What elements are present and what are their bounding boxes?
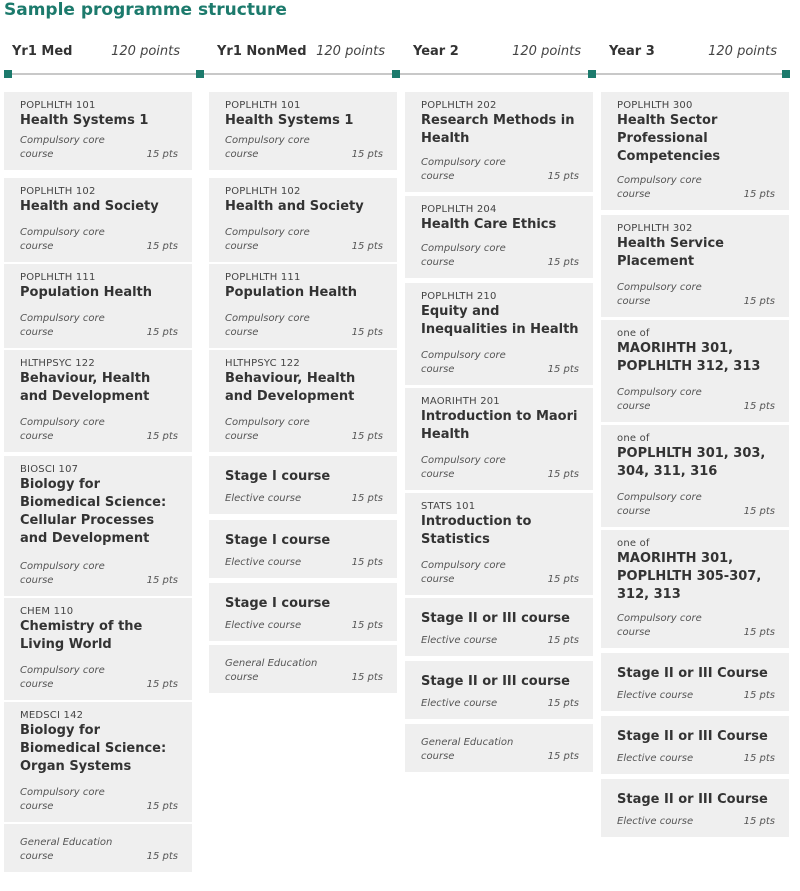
course-code: CHEM 110 [20, 606, 74, 617]
course-points: 15 pts [351, 620, 383, 631]
course-points: 15 pts [146, 149, 178, 160]
course-points: 15 pts [146, 327, 178, 338]
course-code: POPLHLTH 101 [225, 100, 301, 111]
course-points: 15 pts [743, 401, 775, 412]
course-points: 15 pts [146, 575, 178, 586]
timeline-marker [196, 70, 204, 78]
course-type: Elective course [617, 690, 694, 701]
column-header [4, 38, 184, 66]
course-points: 15 pts [547, 364, 579, 375]
course-code: HLTHPSYC 122 [20, 358, 95, 369]
course-type: Compulsory core course [421, 455, 506, 480]
course-type: Compulsory core course [20, 561, 105, 586]
course-code: one of [617, 538, 650, 549]
course-footer [225, 312, 383, 340]
course-card [601, 530, 789, 648]
course-type: Compulsory core course [225, 135, 310, 160]
timeline-marker [392, 70, 400, 78]
course-card [209, 350, 397, 452]
course-code: one of [617, 328, 650, 339]
course-card [405, 493, 593, 595]
course-footer [421, 634, 579, 648]
course-title: Health and Society [20, 199, 159, 214]
course-type: General Education course [421, 737, 514, 762]
course-footer [225, 226, 383, 254]
course-title: POPLHLTH 301, 303, 304, 311, 316 [617, 446, 766, 479]
course-footer [20, 416, 178, 444]
course-title: MAORIHTH 301, POPLHLTH 305-307, 312, 313 [617, 551, 762, 602]
course-type: Compulsory core course [421, 243, 506, 268]
course-card [4, 264, 192, 348]
course-type: Compulsory core course [421, 350, 506, 375]
course-title: Biology for Biomedical Science: Organ Systems [20, 723, 167, 774]
course-footer [617, 752, 775, 766]
course-code: POPLHLTH 102 [20, 186, 96, 197]
course-points: 15 pts [743, 506, 775, 517]
course-type: Compulsory core course [617, 387, 702, 412]
course-code: STATS 101 [421, 501, 476, 512]
timeline [4, 70, 790, 78]
course-title: Stage II or III course [421, 611, 570, 626]
course-type: General Education course [225, 658, 318, 683]
column-header [209, 38, 389, 66]
course-title: Biology for Biomedical Science: Cellular Processes and Development [20, 477, 167, 546]
course-footer [617, 386, 775, 414]
course-footer [421, 454, 579, 482]
course-card [209, 520, 397, 578]
course-points: 15 pts [547, 751, 579, 762]
column-label: Year 2 [413, 44, 459, 59]
column-points: 120 points [708, 44, 777, 59]
column-label: Yr1 NonMed [217, 44, 307, 59]
course-footer [421, 736, 579, 764]
course-card [209, 92, 397, 170]
course-card [4, 702, 192, 822]
course-title: Introduction to Maori Health [421, 409, 578, 442]
course-title: Stage II or III course [421, 674, 570, 689]
course-title: Research Methods in Health [421, 113, 575, 146]
course-points: 15 pts [547, 635, 579, 646]
course-points: 15 pts [547, 257, 579, 268]
course-code: POPLHLTH 102 [225, 186, 301, 197]
course-code: one of [617, 433, 650, 444]
course-points: 15 pts [146, 679, 178, 690]
course-points: 15 pts [743, 816, 775, 827]
course-card [4, 92, 192, 170]
course-code: POPLHLTH 101 [20, 100, 96, 111]
column-points: 120 points [111, 44, 180, 59]
course-points: 15 pts [743, 627, 775, 638]
course-points: 15 pts [743, 690, 775, 701]
course-points: 15 pts [351, 493, 383, 504]
course-code: POPLHLTH 204 [421, 204, 497, 215]
course-points: 15 pts [351, 672, 383, 683]
course-footer [20, 312, 178, 340]
course-title: Health and Society [225, 199, 364, 214]
course-title: Behaviour, Health and Development [20, 371, 151, 404]
course-footer [617, 689, 775, 703]
course-footer [20, 226, 178, 254]
course-footer [20, 134, 178, 162]
course-type: Compulsory core course [20, 787, 105, 812]
course-code: POPLHLTH 210 [421, 291, 497, 302]
course-code: POPLHLTH 300 [617, 100, 693, 111]
course-card [4, 178, 192, 262]
course-code: MEDSCI 142 [20, 710, 84, 721]
course-type: Compulsory core course [225, 227, 310, 252]
course-code: POPLHLTH 111 [20, 272, 96, 283]
course-card [601, 215, 789, 317]
course-type: Compulsory core course [617, 613, 702, 638]
course-footer [225, 556, 383, 570]
course-card [405, 724, 593, 772]
course-card [209, 645, 397, 693]
column-label: Year 3 [609, 44, 655, 59]
course-points: 15 pts [146, 801, 178, 812]
course-footer [617, 281, 775, 309]
course-footer [421, 156, 579, 184]
column-points: 120 points [512, 44, 581, 59]
course-type: Compulsory core course [20, 135, 105, 160]
course-points: 15 pts [351, 241, 383, 252]
course-card [405, 598, 593, 656]
course-type: Compulsory core course [225, 313, 310, 338]
course-type: Compulsory core course [225, 417, 310, 442]
course-code: BIOSCI 107 [20, 464, 79, 475]
course-points: 15 pts [547, 469, 579, 480]
course-title: Stage I course [225, 596, 331, 611]
timeline-marker [4, 70, 12, 78]
course-title: Introduction to Statistics [421, 514, 532, 547]
course-type: Compulsory core course [421, 157, 506, 182]
course-footer [617, 612, 775, 640]
timeline-marker [782, 70, 790, 78]
course-footer [225, 416, 383, 444]
course-type: Elective course [617, 816, 694, 827]
course-title: Chemistry of the Living World [20, 619, 143, 652]
course-card [601, 716, 789, 774]
course-card [209, 583, 397, 641]
course-title: Health Service Placement [617, 236, 724, 269]
course-title: Health Systems 1 [20, 113, 149, 128]
course-title: Behaviour, Health and Development [225, 371, 356, 404]
column-label: Yr1 Med [12, 44, 73, 59]
course-type: Elective course [617, 753, 694, 764]
course-footer [617, 174, 775, 202]
course-points: 15 pts [351, 557, 383, 568]
course-card [209, 264, 397, 348]
course-card [405, 196, 593, 278]
course-card [405, 388, 593, 490]
course-code: HLTHPSYC 122 [225, 358, 300, 369]
course-points: 15 pts [547, 698, 579, 709]
column-header [405, 38, 585, 66]
course-type: Elective course [225, 493, 302, 504]
course-points: 15 pts [146, 431, 178, 442]
course-points: 15 pts [743, 753, 775, 764]
course-type: General Education course [20, 837, 113, 862]
course-code: POPLHLTH 302 [617, 223, 693, 234]
course-footer [20, 664, 178, 692]
timeline-marker [588, 70, 596, 78]
course-code: MAORIHTH 201 [421, 396, 500, 407]
course-title: Health Care Ethics [421, 217, 557, 232]
course-footer [225, 657, 383, 685]
course-card [4, 350, 192, 452]
course-points: 15 pts [146, 851, 178, 862]
column-points: 120 points [316, 44, 385, 59]
course-code: POPLHLTH 111 [225, 272, 301, 283]
course-type: Elective course [421, 698, 498, 709]
course-type: Elective course [225, 557, 302, 568]
course-card [4, 824, 192, 872]
course-card [405, 283, 593, 385]
course-footer [421, 349, 579, 377]
course-card [601, 425, 789, 527]
course-footer [225, 619, 383, 633]
course-title: Equity and Inequalities in Health [421, 304, 579, 337]
course-type: Compulsory core course [20, 417, 105, 442]
course-type: Compulsory core course [421, 560, 506, 585]
course-card [209, 178, 397, 262]
course-card [4, 456, 192, 596]
course-card [601, 320, 789, 422]
course-card [4, 598, 192, 700]
course-footer [617, 491, 775, 519]
course-points: 15 pts [351, 431, 383, 442]
course-footer [20, 560, 178, 588]
course-type: Compulsory core course [20, 665, 105, 690]
column-header [601, 38, 781, 66]
course-title: Stage II or III Course [617, 792, 768, 807]
course-title: Stage II or III Course [617, 729, 768, 744]
course-card [601, 653, 789, 711]
course-title: Health Systems 1 [225, 113, 354, 128]
course-footer [20, 836, 178, 864]
course-points: 15 pts [351, 149, 383, 160]
course-card [405, 92, 593, 192]
course-card [405, 661, 593, 719]
course-title: Stage I course [225, 469, 331, 484]
course-type: Compulsory core course [20, 227, 105, 252]
course-points: 15 pts [351, 327, 383, 338]
course-card [209, 456, 397, 514]
course-type: Compulsory core course [617, 282, 702, 307]
course-title: Population Health [20, 285, 153, 300]
course-points: 15 pts [743, 296, 775, 307]
course-type: Compulsory core course [617, 175, 702, 200]
course-points: 15 pts [547, 574, 579, 585]
course-type: Elective course [225, 620, 302, 631]
course-title: Stage II or III Course [617, 666, 768, 681]
course-title: MAORIHTH 301, POPLHLTH 312, 313 [617, 341, 761, 374]
course-code: POPLHLTH 202 [421, 100, 497, 111]
course-footer [421, 559, 579, 587]
page-title: Sample programme structure [4, 0, 287, 20]
course-footer [225, 492, 383, 506]
course-footer [421, 242, 579, 270]
course-title: Population Health [225, 285, 358, 300]
course-type: Compulsory core course [20, 313, 105, 338]
course-footer [20, 786, 178, 814]
course-footer [421, 697, 579, 711]
course-card [601, 92, 789, 210]
course-card [601, 779, 789, 837]
course-footer [617, 815, 775, 829]
course-points: 15 pts [146, 241, 178, 252]
course-footer [225, 134, 383, 162]
course-points: 15 pts [547, 171, 579, 182]
course-title: Health Sector Professional Competencies [617, 113, 721, 164]
course-type: Compulsory core course [617, 492, 702, 517]
course-type: Elective course [421, 635, 498, 646]
course-title: Stage I course [225, 533, 331, 548]
course-points: 15 pts [743, 189, 775, 200]
